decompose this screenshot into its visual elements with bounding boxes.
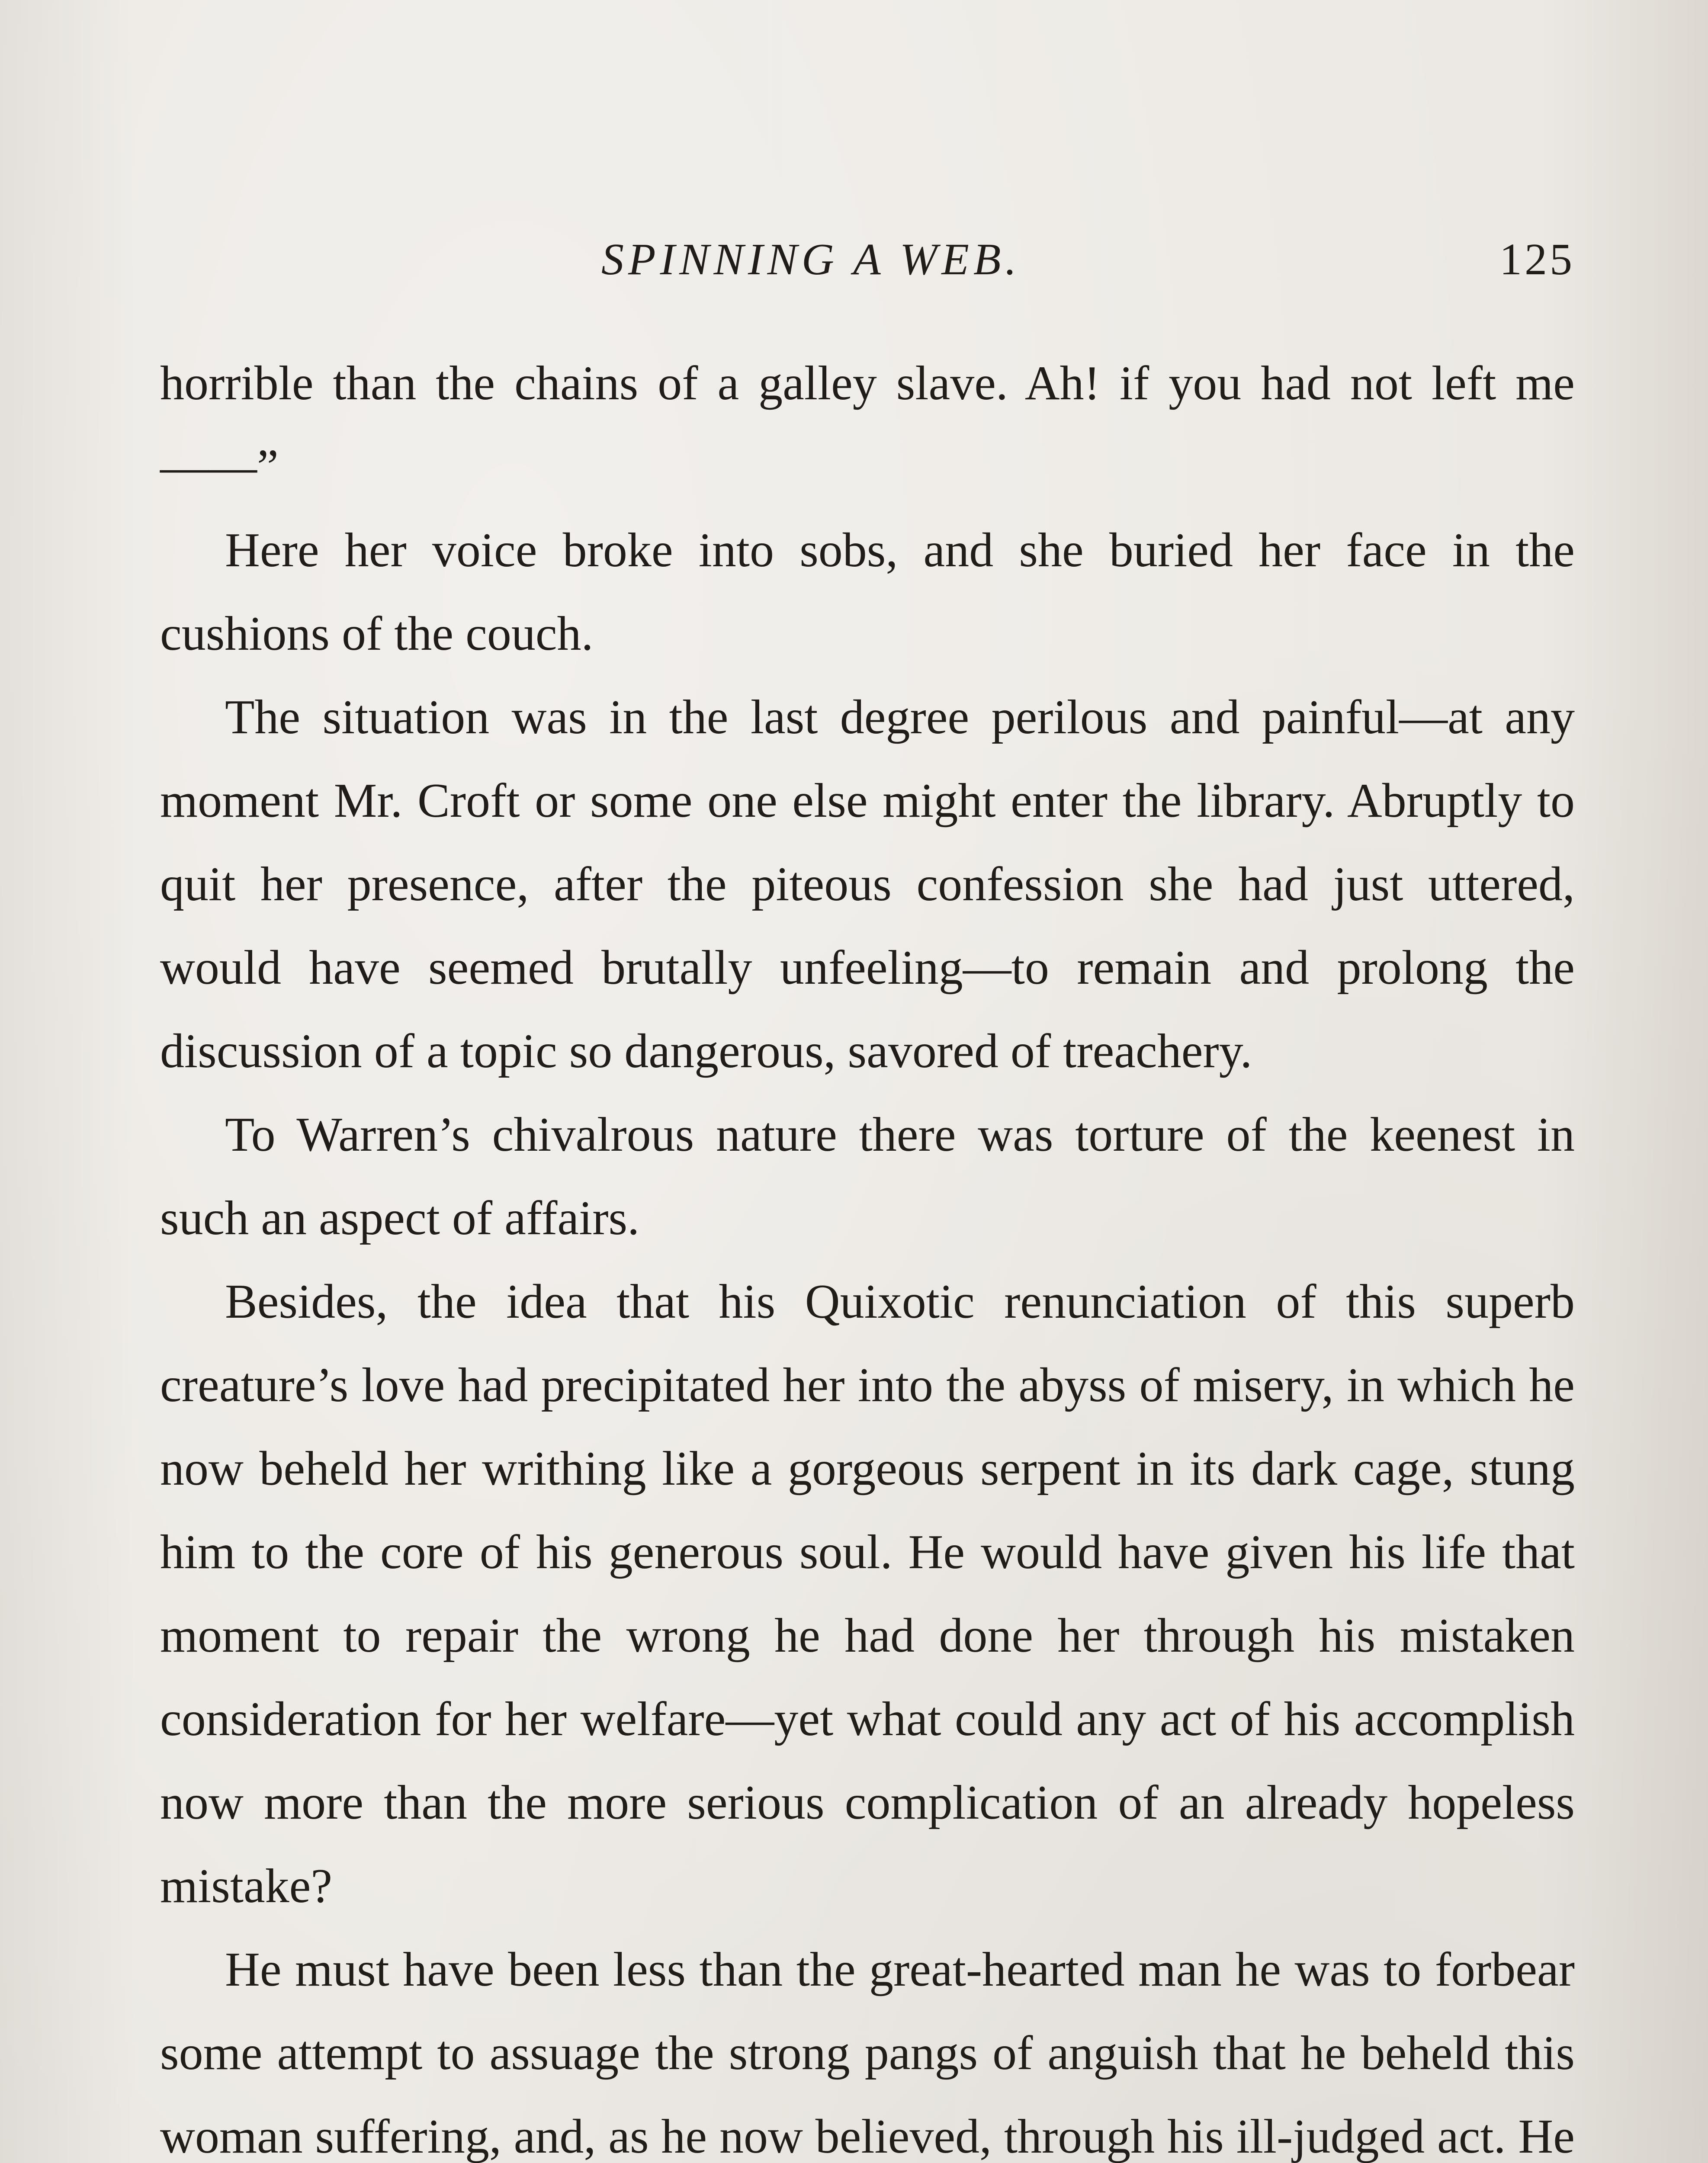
paragraph: To Warren’s chivalrous nature there was torture of the keenest in such an aspect of affairs.	[160, 1108, 1575, 1245]
page-number: 125	[1499, 234, 1575, 284]
running-title: SPINNING A WEB.	[601, 234, 1021, 284]
paragraph: Besides, the idea that his Quixotic renunciation of this superb creature’s love had precipitated her into the abyss of misery, in which he now beheld her writhing like a gorgeous serpent in its dark cage, stung him to the core of his generous soul. He would have given his life that moment to repair the wrong he had done her through his mistaken consideration for her welfare—yet what could any act of his accomplish now more than the more serious complication of an already hopeless mistake?	[160, 1275, 1575, 1913]
paragraph-continued: horrible than the chains of a galley slave. Ah! if you had not left me——”	[160, 356, 1575, 494]
paragraph: Here her voice broke into sobs, and she buried her face in the cushions of the couch.	[160, 523, 1575, 661]
body-text	[160, 342, 1575, 2163]
paragraph: He must have been less than the great-hearted man he was to forbear some attempt to assuage the strong pangs of anguish that he beheld this woman suffering, and, as he now believed, through his ill-judged act. He	[160, 1943, 1575, 2163]
paragraph: The situation was in the last degree perilous and painful—at any moment Mr. Croft or some one else might enter the library. Abruptly to quit her presence, after the piteous confession she had just uttered, would have seemed brutally unfeeling—to remain and prolong the discussion of a topic so dangerous, savored of treachery.	[160, 690, 1575, 1078]
running-head	[156, 225, 1575, 294]
